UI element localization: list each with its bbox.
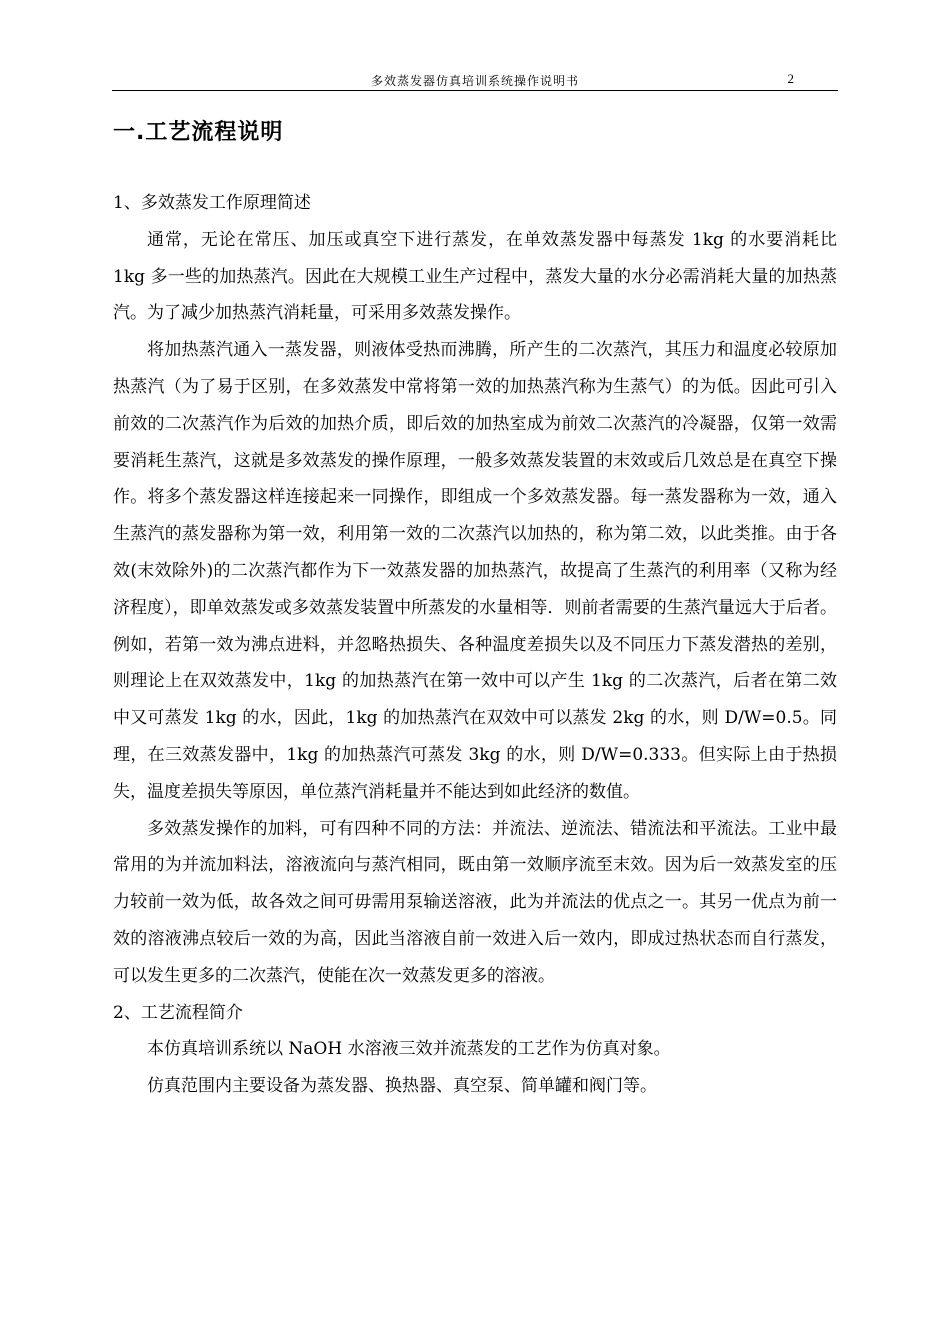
chapter-heading: 一.工艺流程说明 (113, 120, 284, 145)
paragraph: 仿真范围内主要设备为蒸发器、换热器、真空泵、简单罐和阀门等。 (147, 1076, 657, 1097)
paragraph: 通常，无论在常压、加压或真空下进行蒸发，在单效蒸发器中每蒸发 1kg 的水要消耗比 1kg 多一些的加热蒸汽。因此在大规模工业生产过程中，蒸发大量的水分必需消耗大量的加热蒸汽。为了减少加热蒸汽消耗量，可采用多效蒸发操作。 (113, 229, 837, 324)
paragraph: 本仿真培训系统以 NaOH 水溶液三效并流蒸发的工艺作为仿真对象。 (147, 1039, 671, 1060)
paragraph: 多效蒸发操作的加料，可有四种不同的方法：并流法、逆流法、错流法和平流法。工业中最常用的为并流加料法，溶液流向与蒸汽相同，既由第一效顺序流至末效。因为后一效蒸发室的压力较前一效为低，故各效之间可毋需用泵输送溶液，此为并流法的优点之一。其另一优点为前一效的溶液沸点较后一效的为高，因此当溶液自前一效进入后一效内，即成过热状态而自行蒸发，可以发生更多的二次蒸汽，使能在次一效蒸发更多的溶液。 (113, 818, 837, 986)
document-body (113, 185, 837, 1105)
header-title: 多效蒸发器仿真培训系统操作说明书 (370, 74, 579, 88)
page-number: 2 (787, 71, 794, 86)
section-title-principle: 1、多效蒸发工作原理简述 (113, 193, 311, 213)
section-title-process: 2、工艺流程简介 (113, 1002, 243, 1023)
paragraph: 将加热蒸汽通入一蒸发器，则液体受热而沸腾，所产生的二次蒸汽，其压力和温度必较原加热蒸汽（为了易于区别，在多效蒸发中常将第一效的加热蒸汽称为生蒸气）的为低。因此可引入前效的二次蒸汽作为后效的加热介质，即后效的加热室成为前效二次蒸汽的冷凝器，仅第一效需要消耗生蒸汽，这就是多效蒸发的操作原理，一般多效蒸发装置的末效或后几效总是在真空下操作。将多个蒸发器这样连接起来一同操作，即组成一个多效蒸发器。每一蒸发器称为一效，通入生蒸汽的蒸发器称为第一效，利用第一效的二次蒸汽以加热的，称为第二效，以此类推。由于各效(末效除外)的二次蒸汽都作为下一效蒸发器的加热蒸汽，故提高了生蒸汽的利用率（又称为经济程度），即单效蒸发或多效蒸发装置中所蒸发的水量相等．则前者需要的生蒸汽量远大于后者。例如，若第一效为沸点进料，并忽略热损失、各种温度差损失以及不同压力下蒸发潜热的差别，则理论上在双效蒸发中，1kg 的加热蒸汽在第一效中可以产生 1kg 的二次蒸汽，后者在第二效中又可蒸发 1kg 的水，因此，1kg 的加热蒸汽在双效中可以蒸发 2kg 的水，则 D/W=0.5。同理，在三效蒸发器中，1kg 的加热蒸汽可蒸发 3kg 的水，则 D/W=0.333。但实际上由于热损失，温度差损失等原因，单位蒸汽消耗量并不能达到如此经济的数值。 (113, 340, 837, 802)
page-header (112, 70, 838, 91)
